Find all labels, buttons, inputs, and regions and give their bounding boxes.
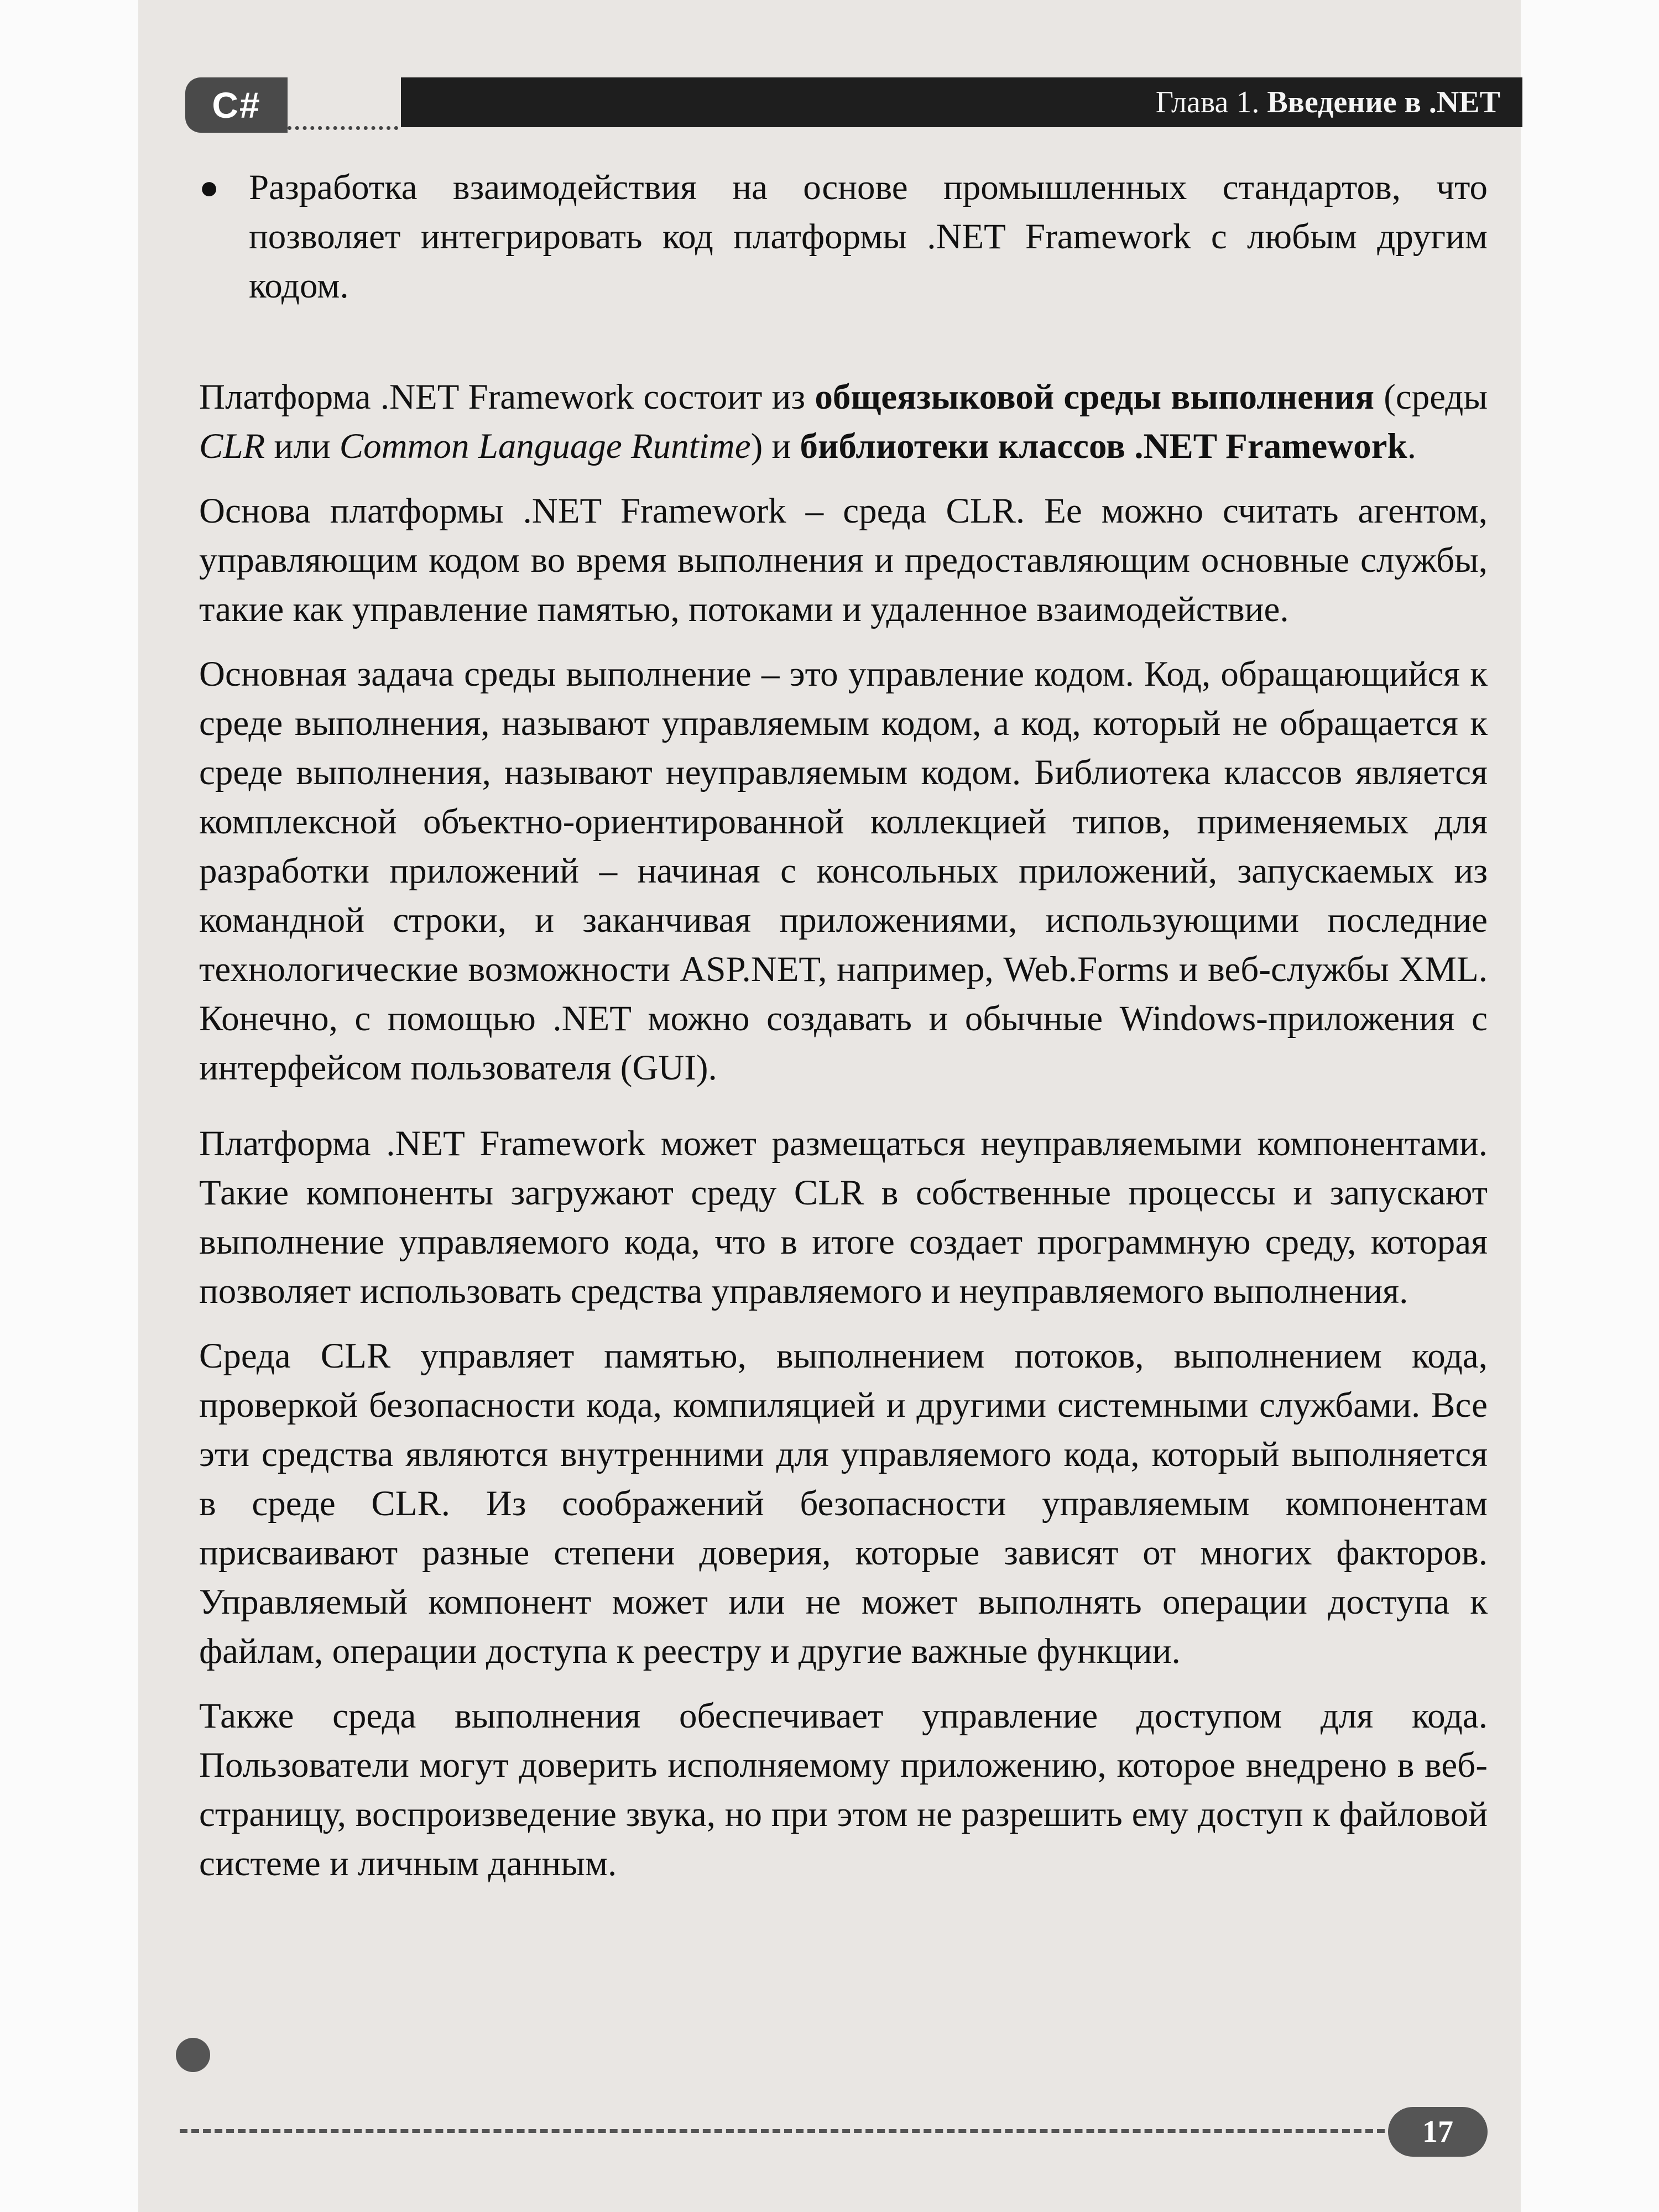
- p1-text-5: .: [1407, 426, 1416, 466]
- bullet-text: Разработка взаимодействия на основе промышленных стандартов, что позволяет интегрировать код платформы .NET Framework с любым другим кодом.: [249, 168, 1488, 306]
- paragraph-6: Также среда выполнения обеспечивает управление доступом для кода. Пользователи могут доверить исполняемому приложению, которое внедрено в веб-страницу, воспроизведение звука, но при этом не разрешить ему доступ к файловой системе и личным данным.: [199, 1696, 1488, 1884]
- p1-text-4: ) и: [750, 426, 800, 466]
- paragraph-4: Платформа .NET Framework может размещаться неуправляемыми компонентами. Такие компоненты загружают среду CLR в собственные процессы и запускают выполнение управляемого кода, что в итоге создает программную среду, которая позволяет использовать средства управляемого и неуправляемого выполнения.: [199, 1124, 1488, 1311]
- paragraph-1: [199, 373, 1488, 471]
- footer-dashed-line: [180, 2129, 1396, 2133]
- p1-bold-library: библиотеки классов .NET Framework: [800, 426, 1407, 466]
- footer-circle-icon: [176, 2038, 210, 2072]
- chapter-number: Глава 1.: [1155, 85, 1260, 119]
- p1-text-2: (среды: [1374, 377, 1488, 417]
- p1-text-3: или: [265, 426, 340, 466]
- csharp-badge: C#: [185, 77, 288, 133]
- paragraph-3: Основная задача среды выполнение – это управление кодом. Код, обращающийся к среде выполнения, называют управляемым кодом, а код, который не обращается к среде выполнения, называют неуправляемым кодом. Библиотека классов является комплексной объектно-ориентированной коллекцией типов, применяемых для разработки приложений – начиная с консольных приложений, запускаемых из командной строки, и заканчивая приложениями, использующими последние технологические возможности ASP.NET, например, Web.Forms и веб-службы XML. Конечно, с помощью .NET можно создавать и обычные Windows-приложения с интерфейсом пользователя (GUI).: [199, 654, 1488, 1088]
- p1-text-1: Платформа .NET Framework состоит из: [199, 377, 815, 417]
- running-header: [401, 77, 1522, 127]
- bullet-item: [199, 163, 1488, 311]
- bullet-dot-icon: ●: [199, 169, 220, 206]
- page-number: 17: [1388, 2107, 1488, 2157]
- header-dotted-line: [288, 126, 398, 130]
- paragraph-5: Среда CLR управляет памятью, выполнением потоков, выполнением кода, проверкой безопасности кода, компиляцией и другими системными службами. Все эти средства являются внутренними для управляемого кода, который выполняется в среде CLR. Из соображений безопасности управляемым компонентам присваивают разные степени доверия, которые зависят от многих факторов. Управляемый компонент может или не может выполнять операции доступа к файлам, операции доступа к реестру и другие важные функции.: [199, 1336, 1488, 1671]
- chapter-title: Введение в .NET: [1267, 85, 1500, 119]
- paragraph-2: Основа платформы .NET Framework – среда CLR. Ее можно считать агентом, управляющим кодом во время выполнения и предоставляющим основные службы, такие как управление памятью, потоками и удаленное взаимодействие.: [199, 491, 1488, 629]
- p1-italic-clr: CLR: [199, 426, 265, 466]
- p1-italic-clr-full: Common Language Runtime: [339, 426, 751, 466]
- p1-bold-clr: общеязыковой среды выполнения: [815, 377, 1375, 417]
- page-body: [199, 163, 1488, 1888]
